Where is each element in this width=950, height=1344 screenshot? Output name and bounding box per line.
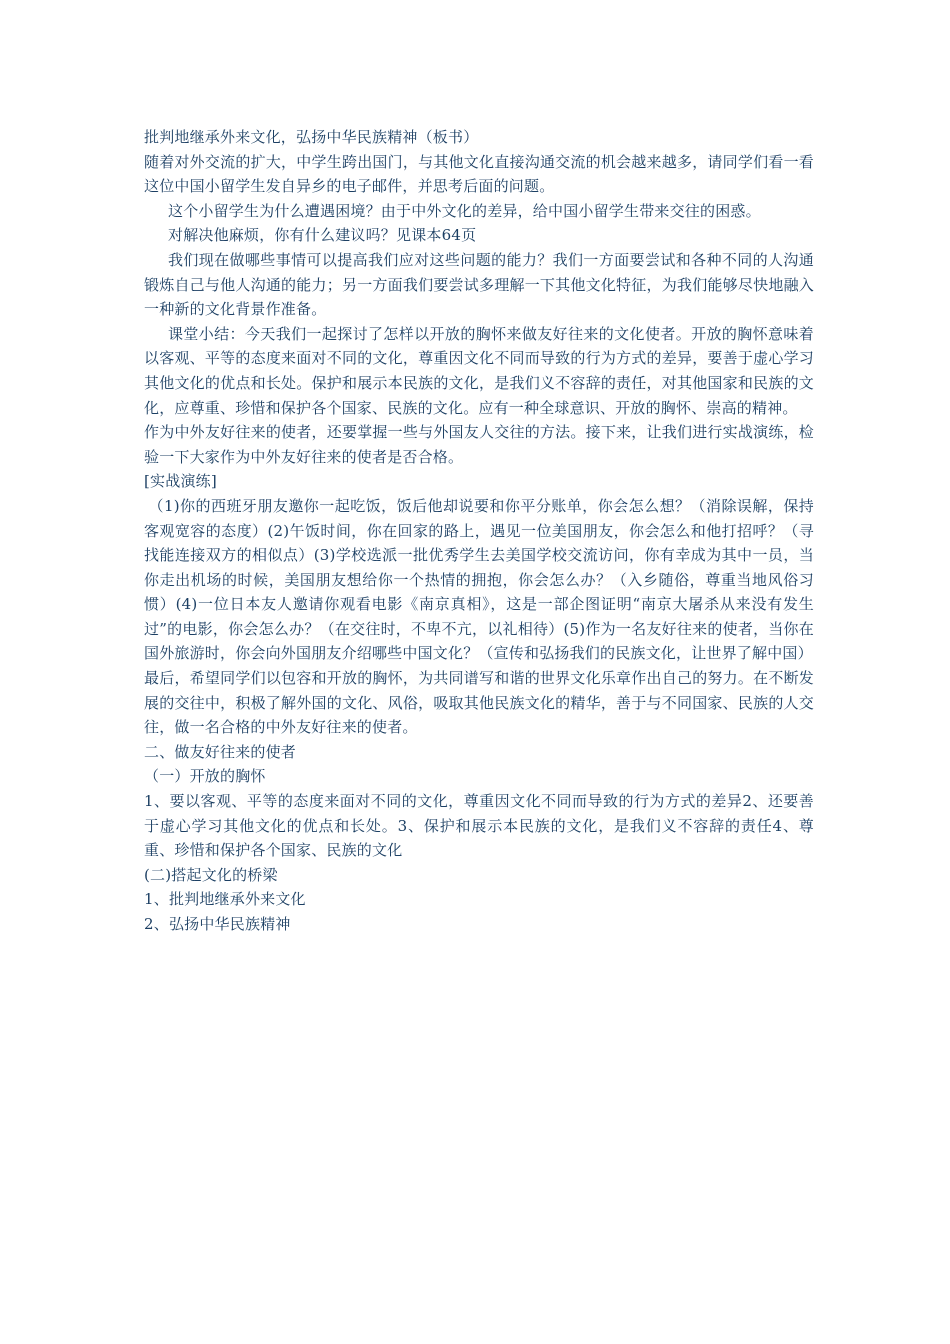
- document-body: [144, 125, 814, 937]
- class-summary: 课堂小结：今天我们一起探讨了怎样以开放的胸怀来做友好往来的文化使者。开放的胸怀意味着以客观、平等的态度来面对不同的文化，尊重因文化不同而导致的行为方式的差异，要善于虚心学习其他文化的优点和长处。保护和展示本民族的文化，是我们义不容辞的责任，对其他国家和民族的文化，应尊重、珍惜和保护各个国家、民族的文化。应有一种全球意识、开放的胸怀、崇高的精神。: [144, 324, 814, 417]
- subsection-one-heading: （一）开放的胸怀: [144, 767, 266, 786]
- subsection-two-point-2: 2、弘扬中华民族精神: [144, 915, 291, 933]
- transition-paragraph: 作为中外友好往来的使者，还要掌握一些与外国友人交往的方法。接下来，让我们进行实战演练，检验一下大家作为中外友好往来的使者是否合格。: [144, 423, 814, 466]
- practice-questions: （1)你的西班牙朋友邀你一起吃饭，饭后他却说要和你平分账单，你会怎么想？（消除误解，保持客观宽容的态度）(2)午饭时间，你在回家的路上，遇见一位美国朋友，你会怎么和他打招呼？（寻找能连接双方的相似点）(3)学校选派一批优秀学生去美国学校交流访问，你有幸成为其中一员，当你走出机场的时候，美国朋友想给你一个热情的拥抱，你会怎么办？（入乡随俗，尊重当地风俗习惯）(4)一位日本友人邀请你观看电影《南京真相》，这是一部企图证明“南京大屠杀从来没有发生过”的电影，你会怎么办？（在交往时，不卑不亢，以礼相待）(5)作为一名友好往来的使者，当你在国外旅游时，你会向外国朋友介绍哪些中国文化？（宣传和弘扬我们的民族文化，让世界了解中国）: [144, 496, 814, 663]
- intro-paragraph: 随着对外交流的扩大，中学生跨出国门，与其他文化直接沟通交流的机会越来越多，请同学们看一看这位中国小留学生发自异乡的电子邮件，并思考后面的问题。: [144, 152, 814, 196]
- board-title: 批判地继承外来文化，弘扬中华民族精神（板书）: [144, 128, 479, 146]
- question-ability: 我们现在做哪些事情可以提高我们应对这些问题的能力？我们一方面要尝试和各种不同的人沟通锻炼自己与他人沟通的能力；另一方面我们要尝试多理解一下其他文化特征，为我们能够尽快地融入一种新的文化背景作准备。: [144, 250, 814, 319]
- closing-paragraph: 最后，希望同学们以包容和开放的胸怀，为共同谱写和谐的世界文化乐章作出自己的努力。在不断发展的交往中，积极了解外国的文化、风俗，吸取其他民族文化的精华，善于与不同国家、民族的人交往，做一名合格的中外友好往来的使者。: [144, 669, 814, 737]
- question-dilemma: 这个小留学生为什么遭遇困境？由于中外文化的差异，给中国小留学生带来交往的困惑。: [168, 201, 761, 220]
- subsection-two-point-1: 1、批判地继承外来文化: [144, 890, 306, 909]
- question-suggestion: 对解决他麻烦，你有什么建议吗？见课本64页: [168, 226, 477, 245]
- subsection-two-heading: (二)搭起文化的桥梁: [144, 865, 278, 884]
- section-two-heading: 二、做友好往来的使者: [144, 742, 297, 761]
- subsection-one-points: 1、要以客观、平等的态度来面对不同的文化，尊重因文化不同而导致的行为方式的差异2、还要善于虚心学习其他文化的优点和长处。3、保护和展示本民族的文化，是我们义不容辞的责任4、尊重、珍惜和保护各个国家、民族的文化: [144, 792, 814, 860]
- practice-heading: [实战演练]: [144, 472, 217, 491]
